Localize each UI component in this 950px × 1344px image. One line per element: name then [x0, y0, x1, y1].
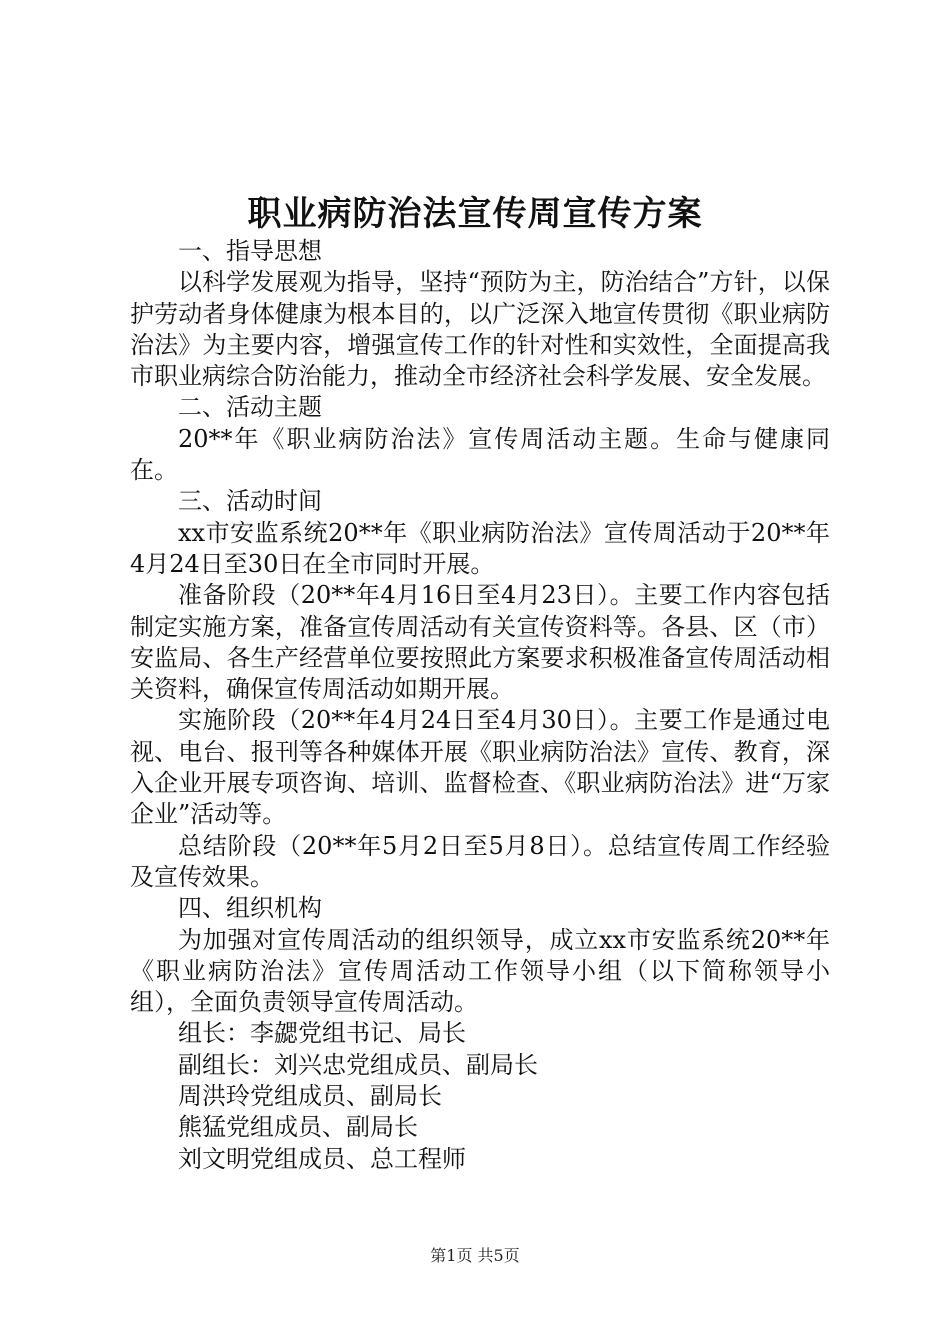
section-heading-guiding-ideology: 一、指导思想	[178, 237, 322, 265]
paragraph-preparation-stage: 准备阶段（20**年4月16日至4月23日）。主要工作内容包括制定实施方案，准备宣传周活动有关宣传资料等。各县、区（市）安监局、各生产经营单位要按照此方案要求积极准备宣传周活动相关资料，确保宣传周活动如期开展。	[130, 581, 830, 704]
paragraph-activity-time: xx市安监系统20**年《职业病防治法》宣传周活动于20**年4月24日至30日在全市同时开展。	[130, 518, 830, 578]
leader-line: 组长：李勰党组书记、局长	[178, 1019, 466, 1048]
section-heading-activity-theme: 二、活动主题	[178, 393, 322, 422]
section-heading-activity-time: 三、活动时间	[178, 487, 322, 516]
document-body	[130, 236, 830, 1175]
member-line-3: 刘文明党组成员、总工程师	[178, 1144, 466, 1173]
paragraph-organization: 为加强对宣传周活动的组织领导，成立xx市安监系统20**年《职业病防治法》宣传周活动工作领导小组（以下简称领导小组），全面负责领导宣传周活动。	[130, 925, 830, 1017]
section-heading-organization: 四、组织机构	[178, 894, 322, 923]
paragraph-implementation-stage: 实施阶段（20**年4月24日至4月30日）。主要工作是通过电视、电台、报刊等各种媒体开展《职业病防治法》宣传、教育，深入企业开展专项咨询、培训、监督检查、《职业病防治法》进“万家企业”活动等。	[130, 706, 830, 829]
member-line-2: 熊猛党组成员、副局长	[178, 1113, 418, 1142]
paragraph-guiding-ideology: 以科学发展观为指导，坚持“预防为主，防治结合”方针，以保护劳动者身体健康为根本目的，以广泛深入地宣传贯彻《职业病防治法》为主要内容，增强宣传工作的针对性和实效性，全面提高我市职业病综合防治能力，推动全市经济社会科学发展、安全发展。	[130, 268, 830, 391]
paragraph-summary-stage: 总结阶段（20**年5月2日至5月8日）。总结宣传周工作经验及宣传效果。	[130, 831, 830, 891]
deputy-leader-line: 副组长：刘兴忠党组成员、副局长	[178, 1050, 538, 1079]
document-title: 职业病防治法宣传周宣传方案	[247, 194, 703, 234]
member-line-1: 周洪玲党组成员、副局长	[178, 1082, 442, 1111]
page-footer: 第1页 共5页	[430, 1246, 520, 1265]
paragraph-activity-theme: 20**年《职业病防治法》宣传周活动主题。生命与健康同在。	[130, 424, 830, 485]
